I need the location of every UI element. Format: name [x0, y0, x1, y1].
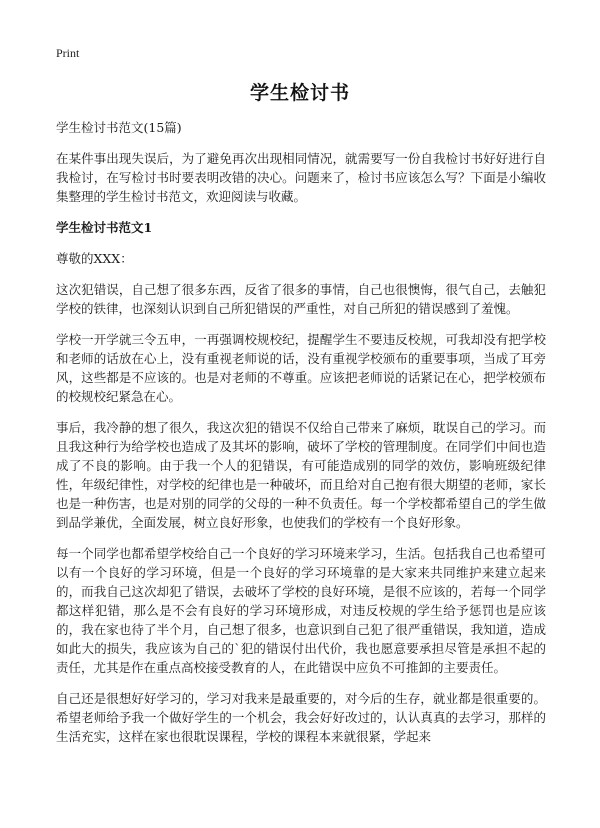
body-paragraph-1: 这次犯错误，自己想了很多东西，反省了很多的事情，自己也很懊悔，很气自己，去触犯学校的铁律，也深刻认识到自己所犯错误的严重性，对自己所犯的错误感到了羞愧。	[56, 282, 546, 316]
body-paragraph-5: 自己还是很想好好学习的，学习对我来是最重要的，对今后的生存，就业都是很重要的。希望老师给予我一个做好学生的一个机会，我会好好改过的，认认真真的去学习，那样的生活充实，这样在家也很耽误课程，学校的课程本来就很紧，学起来	[56, 691, 546, 744]
document-subtitle: 学生检讨书范文(15篇)	[56, 120, 182, 135]
page-title: 学生检讨书	[249, 82, 350, 104]
body-paragraph-4: 每一个同学也都希望学校给自己一个良好的学习环境来学习，生活。包括我自己也希望可以有一个良好的学习环境，但是一个良好的学习环境靠的是大家来共同维护来建立起来的，而我自己这次却犯了错误，去破坏了学校的良好环境，是很不应该的，若每一个同学都这样犯错，那么是不会有良好的学习环境形成，对违反校规的学生给予惩罚也是应该的，我在家也待了半个月，自己想了很多，也意识到自己犯了很严重错误，我知道，造成如此大的损失，我应该为自己的`犯的错误付出代价，我也愿意要承担尽管是承担不起的责任，尤其是作在重点高校接受教育的人，在此错误中应负不可推卸的主要责任。	[56, 546, 546, 675]
intro-paragraph: 在某件事出现失误后，为了避免再次出现相同情况，就需要写一份自我检讨书好好进行自我检讨，在写检讨书时要表明改错的决心。问题来了，检讨书应该怎么写？下面是小编收集整理的学生检讨书范文，欢迎阅读与收藏。	[56, 151, 546, 204]
document-body	[56, 118, 546, 758]
print-label: Print	[56, 46, 80, 60]
salutation: 尊敬的XXX：	[56, 251, 133, 266]
body-paragraph-3: 事后，我冷静的想了很久，我这次犯的错误不仅给自己带来了麻烦，耽误自己的学习。而且我这种行为给学校也造成了及其坏的影响，破坏了学校的管理制度。在同学们中间也造成了不良的影响。由于我一个人的犯错误，有可能造成别的同学的效仿，影响班级纪律性，年级纪律性，对学校的纪律也是一种破坏，而且给对自己抱有很大期望的老师，家长也是一种伤害，也是对别的同学的父母的一种不负责任。每一个学校都希望自己的学生做到品学兼优，全面发展，树立良好形象，也使我们的学校有一个良好形象。	[56, 420, 546, 530]
section-heading: 学生检讨书范文1	[56, 220, 153, 235]
body-paragraph-2: 学校一开学就三令五申，一再强调校规校纪，提醒学生不要违反校规，可我却没有把学校和老师的话放在心上，没有重视老师说的话，没有重视学校颁布的重要事项，当成了耳旁风，这些都是不应该的。也是对老师的不尊重。应该把老师说的话紧记在心，把学校颁布的校规校纪紧急在心。	[56, 332, 546, 404]
